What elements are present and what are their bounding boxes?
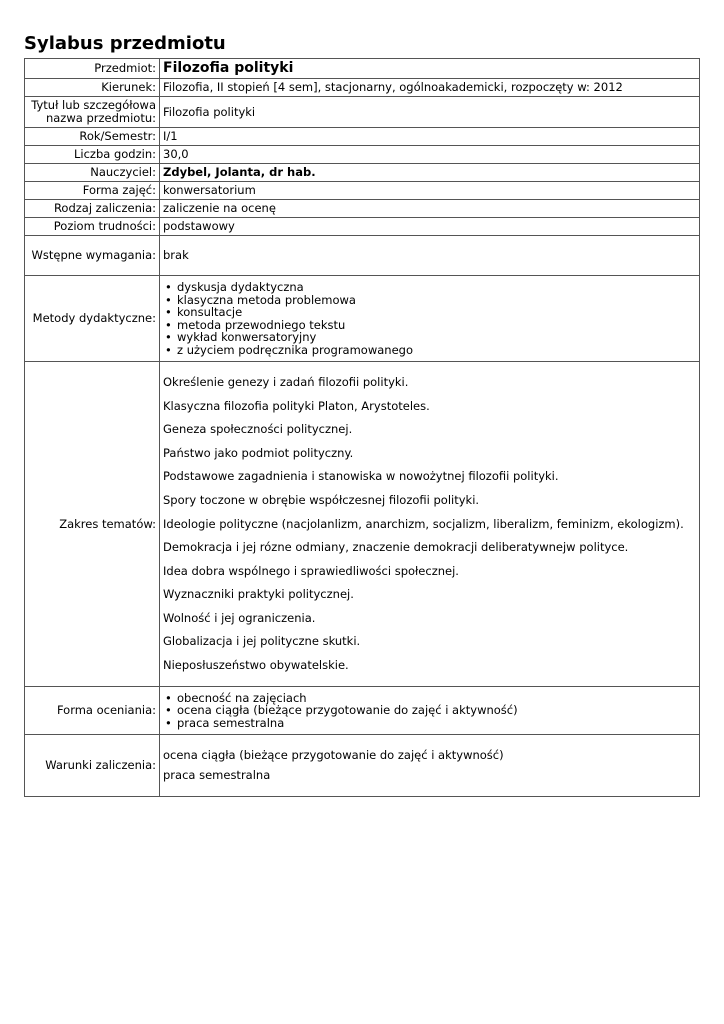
row-warunki bbox=[25, 735, 700, 797]
label-warunki: Warunki zaliczenia: bbox=[25, 735, 160, 797]
page-title: Sylabus przedmiotu bbox=[24, 33, 226, 54]
metody-list bbox=[163, 281, 696, 356]
topic-item: Ideologie polityczne (nacjolanlizm, anarchizm, socjalizm, liberalizm, feminizm, ekologizm). bbox=[163, 516, 684, 531]
list-item: • klasyczna metoda problemowa bbox=[163, 294, 696, 307]
list-item: • metoda przewodniego tekstu bbox=[163, 319, 696, 332]
row-rok bbox=[25, 128, 700, 146]
row-nauczyciel bbox=[25, 164, 700, 182]
value-metody bbox=[160, 276, 700, 362]
condition-item: praca semestralna bbox=[163, 768, 271, 782]
label-metody: Metody dydaktyczne: bbox=[25, 276, 160, 362]
row-tytul bbox=[25, 97, 700, 128]
topic-item: Globalizacja i jej polityczne skutki. bbox=[163, 634, 361, 649]
list-item: • konsultacje bbox=[163, 306, 696, 319]
label-tytul bbox=[25, 97, 160, 128]
topic-item: Podstawowe zagadnienia i stanowiska w nowożytnej filozofii polityki. bbox=[163, 469, 559, 484]
row-godziny bbox=[25, 146, 700, 164]
label-tytul-line2: nazwa przedmiotu: bbox=[45, 111, 156, 125]
condition-item: ocena ciągła (bieżące przygotowanie do zajęć i aktywność) bbox=[163, 748, 504, 762]
value-rok: I/1 bbox=[160, 128, 700, 146]
row-ocenianie bbox=[25, 687, 700, 735]
list-item: • wykład konwersatoryjny bbox=[163, 331, 696, 344]
value-poziom: podstawowy bbox=[160, 218, 700, 236]
topic-item: Geneza społeczności politycznej. bbox=[163, 422, 353, 437]
ocenianie-list bbox=[163, 692, 696, 730]
value-kierunek: Filozofia, II stopień [4 sem], stacjonarny, ogólnoakademicki, rozpoczęty w: 2012 bbox=[160, 79, 700, 97]
label-tytul-line1: Tytuł lub szczegółowa bbox=[31, 98, 156, 112]
row-zakres bbox=[25, 362, 700, 687]
row-poziom bbox=[25, 218, 700, 236]
topic-item: Państwo jako podmiot polityczny. bbox=[163, 445, 354, 460]
list-item: • praca semestralna bbox=[163, 717, 696, 730]
value-tytul: Filozofia polityki bbox=[160, 97, 700, 128]
label-nauczyciel: Nauczyciel: bbox=[25, 164, 160, 182]
label-ocenianie: Forma oceniania: bbox=[25, 687, 160, 735]
topic-item: Demokracja i jej rózne odmiany, znaczenie demokracji deliberatywnejw polityce. bbox=[163, 540, 629, 555]
row-kierunek bbox=[25, 79, 700, 97]
row-rodzaj bbox=[25, 200, 700, 218]
row-forma-zajec bbox=[25, 182, 700, 200]
label-godziny: Liczba godzin: bbox=[25, 146, 160, 164]
value-wymagania: brak bbox=[160, 236, 700, 276]
value-nauczyciel: Zdybel, Jolanta, dr hab. bbox=[160, 164, 700, 182]
row-wymagania bbox=[25, 236, 700, 276]
list-item: • ocena ciągła (bieżące przygotowanie do zajęć i aktywność) bbox=[163, 704, 696, 717]
list-item: • obecność na zajęciach bbox=[163, 692, 696, 705]
topic-item: Klasyczna filozofia polityki Platon, Arystoteles. bbox=[163, 398, 430, 413]
syllabus-table bbox=[24, 58, 700, 797]
topic-item: Określenie genezy i zadań filozofii polityki. bbox=[163, 374, 409, 389]
label-kierunek: Kierunek: bbox=[25, 79, 160, 97]
label-przedmiot: Przedmiot: bbox=[25, 59, 160, 79]
label-zakres: Zakres tematów: bbox=[25, 362, 160, 687]
label-poziom: Poziom trudności: bbox=[25, 218, 160, 236]
row-metody bbox=[25, 276, 700, 362]
value-warunki bbox=[160, 735, 700, 797]
value-rodzaj: zaliczenie na ocenę bbox=[160, 200, 700, 218]
value-forma-zajec: konwersatorium bbox=[160, 182, 700, 200]
topic-item: Spory toczone w obrębie współczesnej filozofii polityki. bbox=[163, 492, 480, 507]
row-przedmiot bbox=[25, 59, 700, 79]
value-przedmiot: Filozofia polityki bbox=[160, 59, 700, 79]
value-ocenianie bbox=[160, 687, 700, 735]
topic-item: Wyznaczniki praktyki politycznej. bbox=[163, 587, 354, 602]
label-rodzaj: Rodzaj zaliczenia: bbox=[25, 200, 160, 218]
value-godziny: 30,0 bbox=[160, 146, 700, 164]
list-item: • dyskusja dydaktyczna bbox=[163, 281, 696, 294]
list-item: • z użyciem podręcznika programowanego bbox=[163, 344, 696, 357]
label-rok: Rok/Semestr: bbox=[25, 128, 160, 146]
label-forma-zajec: Forma zajęć: bbox=[25, 182, 160, 200]
value-zakres bbox=[160, 362, 700, 687]
topic-item: Wolność i jej ograniczenia. bbox=[163, 610, 316, 625]
topic-item: Idea dobra wspólnego i sprawiedliwości społecznej. bbox=[163, 563, 459, 578]
label-wymagania: Wstępne wymagania: bbox=[25, 236, 160, 276]
topic-item: Nieposłuszeństwo obywatelskie. bbox=[163, 658, 349, 673]
